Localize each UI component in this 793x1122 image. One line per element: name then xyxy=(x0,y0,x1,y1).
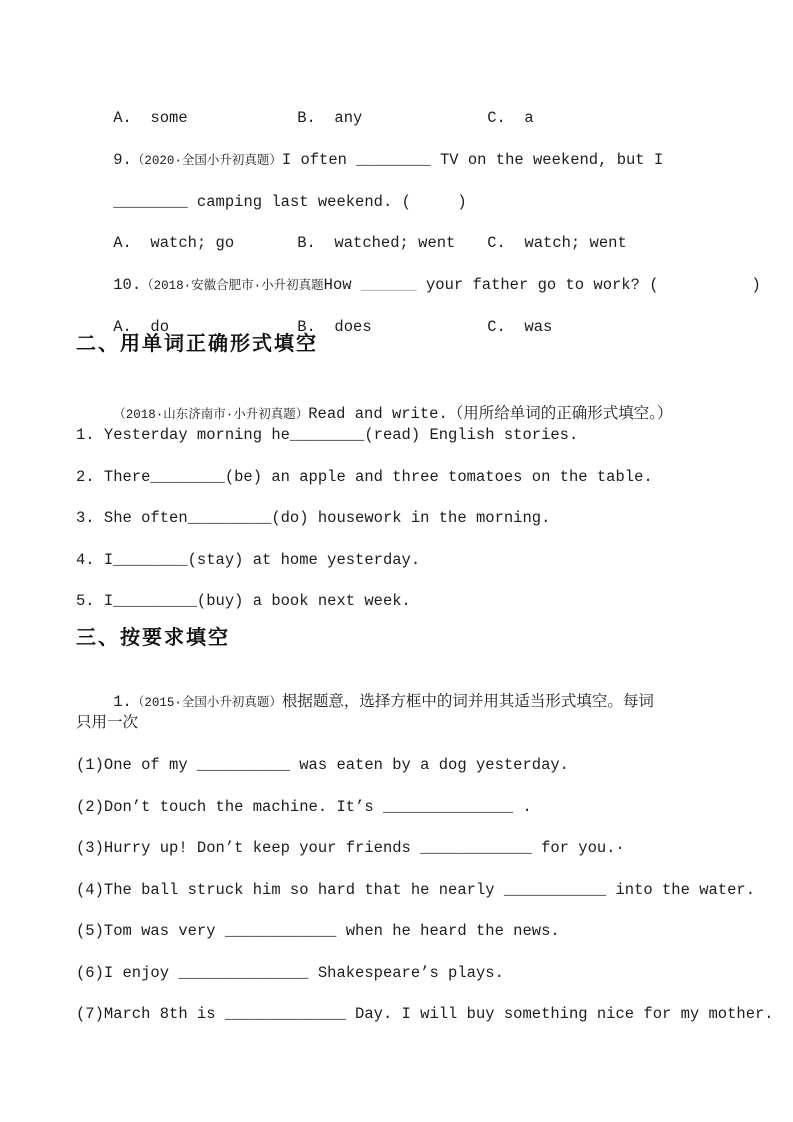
section-3-question-1-line-2: 只用一次 xyxy=(76,714,139,732)
option-c-was: C. was xyxy=(487,318,553,336)
section-2-item-1: 1. Yesterday morning he________(read) English stories. xyxy=(76,426,579,444)
option-a-some: A. some xyxy=(113,109,188,127)
section-3-item-6: (6)I enjoy ______________ Shakespeare’s plays. xyxy=(76,964,504,982)
section-3-item-5: (5)Tom was very ____________ when he heard the news. xyxy=(76,922,560,940)
section-3-question-1-number: 1. xyxy=(113,693,132,711)
section-3-item-4: (4)The ball struck him so hard that he nearly ___________ into the water. xyxy=(76,881,756,899)
section-2-item-5: 5. I_________(buy) a book next week. xyxy=(76,592,411,610)
section-3-question-1-text: 根据题意，选择方框中的词并用其适当形式填空。每词 xyxy=(281,693,654,711)
section-3-heading: 三、按要求填空 xyxy=(76,627,230,649)
option-b-does: B. does xyxy=(297,318,372,336)
question-9-source-tag: （2020·全国小升初真题） xyxy=(131,154,282,168)
question-9-text: I often ________ TV on the weekend, but I xyxy=(281,151,664,169)
section-2-heading: 二、用单词正确形式填空 xyxy=(76,333,318,355)
option-a-do: A. do xyxy=(113,318,170,336)
question-10-text-after-blank: your father go to work? ( ) xyxy=(416,276,761,294)
option-b-any: B. any xyxy=(297,109,363,127)
option-a-watch-go: A. watch; go xyxy=(113,234,235,252)
option-c-watch-went: C. watch; went xyxy=(487,234,627,252)
section-2-intro-text: Read and write.（用所给单词的正确形式填空。） xyxy=(308,405,673,423)
option-c-a: C. a xyxy=(487,109,534,127)
question-10-number: 10. xyxy=(113,276,142,294)
section-2-item-2: 2. There________(be) an apple and three tomatoes on the table. xyxy=(76,468,653,486)
section-3-item-2: (2)Don’t touch the machine. It’s ______________ . xyxy=(76,798,532,816)
section-3-source-tag: （2015·全国小升初真题） xyxy=(131,696,282,710)
question-10-blank-line: ______ xyxy=(360,276,417,294)
section-2-item-3: 3. She often_________(do) housework in the morning. xyxy=(76,509,551,527)
section-3-item-1: (1)One of my __________ was eaten by a dog yesterday. xyxy=(76,756,569,774)
section-3-item-3: (3)Hurry up! Don’t keep your friends ____________ for you.· xyxy=(76,839,625,857)
section-3-item-7: (7)March 8th is _____________ Day. I will buy something nice for my mother. xyxy=(76,1005,774,1023)
question-9-number: 9. xyxy=(113,151,132,169)
question-9-text-continued: ________ camping last weekend. ( ) xyxy=(113,193,467,211)
section-2-source-tag: （2018·山东济南市·小升初真题） xyxy=(113,408,309,422)
section-2-item-4: 4. I________(stay) at home yesterday. xyxy=(76,551,421,569)
question-10-text-before-blank: How xyxy=(323,276,361,294)
option-b-watched-went: B. watched; went xyxy=(297,234,456,252)
question-10-source-tag: （2018·安徽合肥市·小升初真题 xyxy=(141,279,324,293)
